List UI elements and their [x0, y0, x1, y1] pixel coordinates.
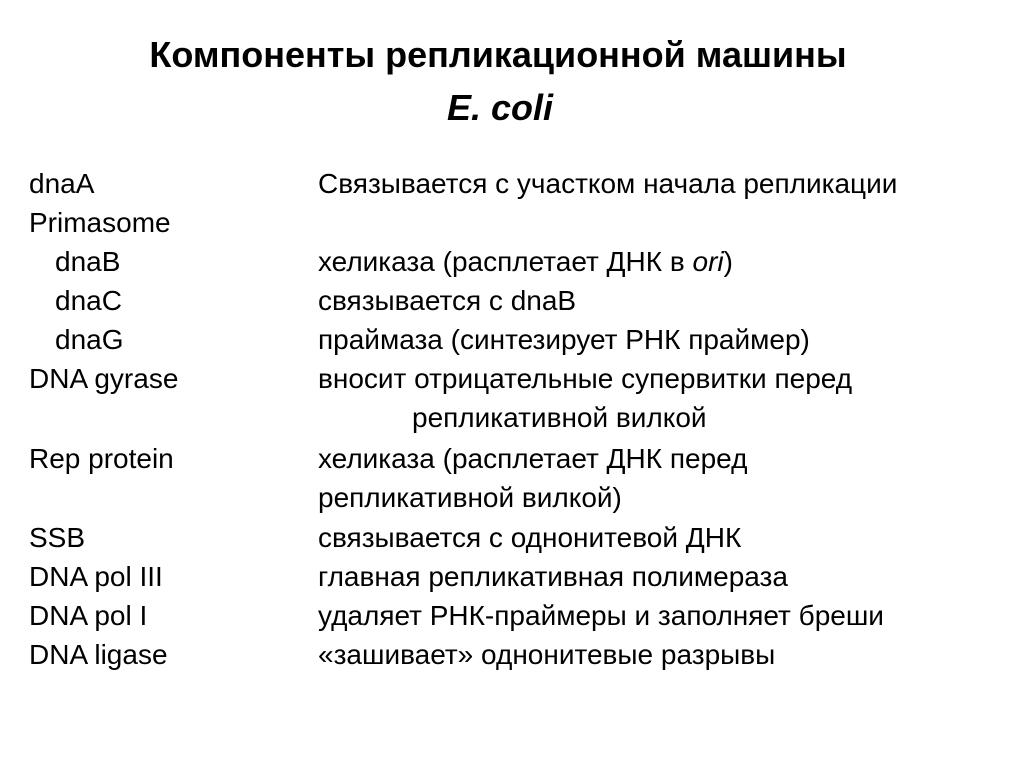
term-dna-gyrase: DNA gyrase	[29, 363, 179, 394]
desc-ssb: связывается с однонитевой ДНК	[318, 522, 742, 553]
desc-dnab-ori: ori	[692, 246, 724, 277]
desc-dna-gyrase-continued: репликативной вилкой	[412, 402, 707, 433]
desc-dna-pol-i: удаляет РНК-праймеры и заполняет бреши	[318, 600, 884, 631]
slide-title: Компоненты репликационной машины	[149, 34, 847, 75]
term-dna-pol-i: DNA pol I	[29, 600, 148, 631]
desc-rep-protein: хеликаза (расплетает ДНК перед	[318, 443, 748, 474]
desc-dna-ligase: «зашивает» однонитевые разрывы	[318, 639, 776, 670]
desc-dnag: праймаза (синтезирует РНК праймер)	[318, 324, 810, 355]
term-dnab: dnaB	[55, 246, 121, 277]
desc-dnab-text: хеликаза (расплетает ДНК в	[318, 246, 693, 277]
term-dna-pol-iii: DNA pol III	[29, 561, 163, 592]
term-dnaa: dnaA	[29, 168, 95, 199]
term-dnac: dnaC	[55, 285, 122, 316]
term-dna-ligase: DNA ligase	[29, 639, 168, 670]
desc-dnaa: Связывается с участком начала репликации	[318, 168, 898, 199]
term-ssb: SSB	[29, 522, 86, 553]
term-primasome: Primasome	[29, 207, 171, 238]
desc-dna-gyrase: вносит отрицательные супервитки перед	[318, 363, 853, 394]
term-rep-protein: Rep protein	[29, 443, 174, 474]
term-dnag: dnaG	[55, 324, 124, 355]
desc-rep-protein-continued: репликативной вилкой)	[318, 482, 622, 513]
desc-dnab	[318, 244, 733, 280]
desc-dnab-close: )	[723, 246, 733, 277]
slide-subtitle-organism: E. coli	[446, 87, 554, 128]
desc-dnac: связывается с dnaB	[318, 285, 577, 316]
desc-dna-pol-iii: главная репликативная полимераза	[318, 561, 788, 592]
